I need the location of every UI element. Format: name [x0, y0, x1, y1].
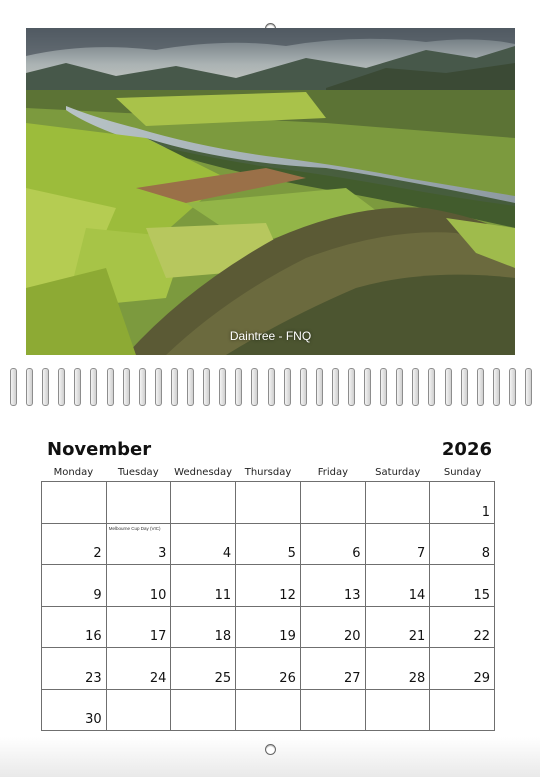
day-number: 2	[93, 546, 102, 561]
weekday-label: Wednesday	[174, 467, 233, 478]
spiral-ring	[90, 368, 97, 406]
day-cell	[430, 524, 495, 566]
spiral-ring	[428, 368, 435, 406]
empty-day-cell	[107, 690, 172, 732]
spiral-ring	[396, 368, 403, 406]
weekday-label: Thursday	[244, 467, 292, 478]
day-cell	[366, 524, 431, 566]
day-cell	[236, 524, 301, 566]
day-cell	[301, 607, 366, 649]
day-number: 19	[279, 629, 296, 644]
weekday-label: Monday	[53, 467, 94, 478]
spiral-ring	[412, 368, 419, 406]
day-number: 25	[214, 670, 232, 686]
spiral-ring	[300, 368, 307, 406]
landscape-photo	[26, 28, 515, 355]
day-number: 26	[279, 670, 296, 686]
spiral-ring	[107, 368, 114, 406]
spiral-ring	[284, 368, 291, 406]
spiral-ring	[493, 368, 500, 406]
day-number: 18	[214, 629, 232, 644]
photo-caption: Daintree - FNQ	[229, 329, 312, 343]
day-number: 9	[93, 587, 102, 603]
day-number: 22	[473, 629, 490, 644]
weekday-label: Sunday	[443, 467, 482, 478]
empty-day-cell	[301, 482, 366, 524]
spiral-ring	[123, 368, 130, 406]
empty-day-cell	[236, 482, 301, 524]
day-cell	[430, 565, 495, 607]
day-number: 29	[473, 670, 490, 686]
day-cell	[301, 524, 366, 566]
photo-illustration	[26, 28, 515, 355]
empty-day-cell	[171, 690, 236, 732]
day-number: 21	[408, 629, 426, 644]
day-cell	[171, 648, 236, 690]
day-number: 20	[344, 629, 361, 644]
day-cell	[107, 648, 172, 690]
weekday-label: Saturday	[375, 467, 421, 478]
empty-day-cell	[236, 690, 301, 732]
spiral-ring	[139, 368, 146, 406]
day-cell	[107, 565, 172, 607]
day-number: 28	[408, 670, 426, 686]
day-cell	[430, 648, 495, 690]
weekday-label: Friday	[317, 467, 348, 478]
day-cell	[171, 524, 236, 566]
weekday-header-row	[41, 467, 495, 482]
spiral-ring	[332, 368, 339, 406]
spiral-ring	[58, 368, 65, 406]
spiral-ring	[268, 368, 275, 406]
day-number: 11	[214, 587, 232, 603]
spiral-ring	[155, 368, 162, 406]
day-number: 10	[149, 587, 167, 603]
spiral-ring	[316, 368, 323, 406]
spiral-ring	[42, 368, 49, 406]
day-cell	[236, 648, 301, 690]
day-number: 23	[85, 670, 102, 686]
spiral-ring	[380, 368, 387, 406]
spiral-ring	[26, 368, 33, 406]
day-number: 1	[481, 504, 490, 520]
day-cell	[42, 607, 107, 649]
day-number: 15	[473, 587, 490, 603]
day-cell	[42, 565, 107, 607]
day-number: 5	[287, 546, 296, 561]
spiral-ring	[10, 368, 17, 406]
empty-day-cell	[301, 690, 366, 732]
spiral-ring	[203, 368, 210, 406]
day-cell	[430, 482, 495, 524]
day-cell	[236, 565, 301, 607]
spiral-binding	[10, 368, 532, 408]
spiral-ring	[445, 368, 452, 406]
day-cell	[107, 524, 172, 566]
day-number: 4	[222, 546, 232, 561]
spiral-ring	[509, 368, 516, 406]
day-cell	[107, 607, 172, 649]
day-number: 14	[408, 587, 426, 603]
spiral-ring	[477, 368, 484, 406]
spiral-ring	[251, 368, 258, 406]
empty-day-cell	[42, 482, 107, 524]
day-cell	[301, 565, 366, 607]
holiday-note: Melbourne Cup Day (VIC)	[108, 525, 161, 531]
day-cell	[430, 607, 495, 649]
day-cell	[171, 565, 236, 607]
day-cell	[301, 648, 366, 690]
empty-day-cell	[171, 482, 236, 524]
empty-day-cell	[366, 690, 431, 732]
spiral-ring	[525, 368, 532, 406]
day-cell	[236, 607, 301, 649]
spiral-ring	[364, 368, 371, 406]
day-number: 16	[85, 629, 102, 644]
empty-day-cell	[430, 690, 495, 732]
spiral-ring	[461, 368, 468, 406]
year-title: 2026	[441, 439, 492, 460]
calendar-grid	[41, 481, 495, 731]
day-number: 6	[352, 546, 361, 561]
month-title: November	[47, 439, 152, 460]
day-number: 12	[279, 587, 296, 603]
day-number: 27	[344, 670, 361, 686]
day-cell	[42, 648, 107, 690]
spiral-ring	[187, 368, 194, 406]
day-number: 13	[344, 587, 361, 603]
spiral-ring	[219, 368, 226, 406]
spiral-ring	[74, 368, 81, 406]
spiral-ring	[171, 368, 178, 406]
day-number: 7	[417, 546, 426, 561]
hanging-hole-bottom	[265, 744, 276, 755]
day-cell	[42, 690, 107, 732]
day-number: 24	[149, 670, 167, 686]
weekday-label: Tuesday	[117, 467, 159, 478]
calendar-header	[47, 439, 492, 463]
day-cell	[366, 648, 431, 690]
day-number: 8	[481, 546, 490, 561]
page-bottom-shadow	[0, 737, 540, 777]
day-number: 30	[85, 712, 102, 727]
day-cell	[366, 565, 431, 607]
day-cell	[171, 607, 236, 649]
day-cell	[366, 607, 431, 649]
spiral-ring	[348, 368, 355, 406]
day-number: 3	[158, 546, 167, 561]
day-cell	[42, 524, 107, 566]
empty-day-cell	[107, 482, 172, 524]
spiral-ring	[235, 368, 242, 406]
day-number: 17	[149, 629, 167, 644]
empty-day-cell	[366, 482, 431, 524]
